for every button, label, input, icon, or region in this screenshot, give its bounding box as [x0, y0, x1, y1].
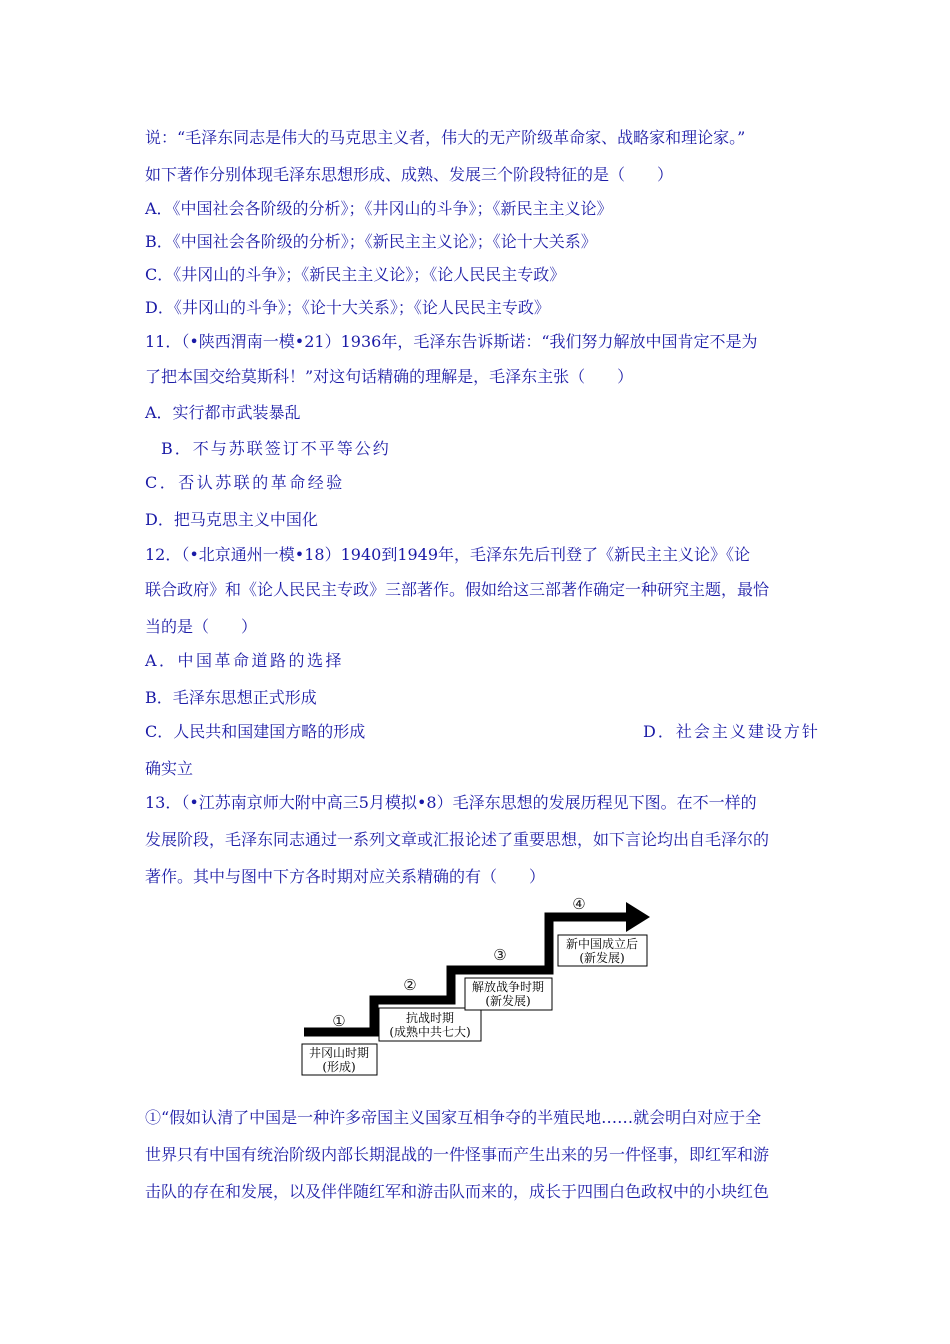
- staircase-diagram: [296, 892, 656, 1082]
- q13-quote-line3: 击队的存在和发展，以及伴伴随红军和游击队而来的，成长于四围白色政权中的小块红色: [145, 1182, 770, 1201]
- q13-quote-line1: ①“假如认清了中国是一种许多帝国主义国家互相争夺的半殖民地……就会明白对应于全: [145, 1108, 762, 1127]
- q11-stem-line2: 了把本国交给莫斯科！”对这句话精确的理解是，毛泽东主张（ ）: [145, 367, 634, 386]
- q13-quote-line2: 世界只有中国有统治阶级内部长期混战的一件怪事而产生出来的另一件怪事，即红军和游: [145, 1145, 770, 1164]
- q12-stem-line3: 当的是（ ）: [145, 617, 258, 636]
- step-1-number: ①: [332, 1012, 346, 1030]
- q13-stem-line3: 著作。其中与图中下方各时期对应关系精确的有（ ）: [145, 867, 546, 886]
- step-2-number: ②: [403, 976, 417, 994]
- step-3-number: ③: [493, 946, 507, 964]
- step-4-number: ④: [572, 895, 586, 913]
- step-3-label: 解放战争时期: [471, 980, 545, 994]
- q11-option-b: B．不与苏联签订不平等公约: [161, 439, 391, 458]
- q13-stem-line1: 13．（•江苏南京师大附中高三5月模拟•8）毛泽东思想的发展历程见下图。在不一样的: [145, 793, 757, 812]
- q12-stem-line1: 12．（•北京通州一模•18）1940到1949年，毛泽东先后刊登了《新民主主义论》《论: [145, 545, 751, 564]
- q10-stem-line1: 说：“毛泽东同志是伟大的马克思主义者，伟大的无产阶级革命家、战略家和理论家。”: [145, 128, 746, 147]
- q12-option-a: A．中国革命道路的选择: [145, 651, 345, 670]
- q10-stem-line2: 如下著作分别体现毛泽东思想形成、成熟、发展三个阶段特征的是（ ）: [145, 165, 674, 184]
- step-4-sublabel: (新发展): [579, 951, 625, 965]
- q11-option-d: D．把马克思主义中国化: [145, 510, 318, 529]
- q12-option-d: D．社会主义建设方针: [643, 722, 820, 741]
- q13-stem-line2: 发展阶段，毛泽东同志通过一系列文章或汇报论述了重要思想，如下言论均出自毛泽尔的: [145, 830, 770, 849]
- q10-option-b: B．《中国社会各阶级的分析》；《新民主主义论》；《论十大关系》: [145, 232, 597, 251]
- step-1-sublabel: (形成): [322, 1060, 356, 1074]
- q12-option-d-continuation: 确实立: [145, 759, 194, 778]
- q10-option-a: A．《中国社会各阶级的分析》；《井冈山的斗争》；《新民主主义论》: [145, 199, 613, 218]
- q10-option-c: C．《井冈山的斗争》；《新民主主义论》；《论人民民主专政》: [145, 265, 566, 284]
- step-4-label: 新中国成立后: [565, 937, 639, 951]
- q11-option-c: C．否认苏联的革命经验: [145, 473, 345, 492]
- q12-stem-line2: 联合政府》和《论人民民主专政》三部著作。假如给这三部著作确定一种研究主题，最恰: [145, 580, 770, 599]
- q11-option-a: A．实行都市武装暴乱: [145, 403, 301, 422]
- step-1-label: 井冈山时期: [308, 1046, 370, 1060]
- step-2-sublabel: (成熟中共七大): [389, 1025, 471, 1039]
- q11-stem-line1: 11．（•陕西渭南一模•21）1936年，毛泽东告诉斯诺：“我们努力解放中国肯定不是为: [145, 332, 758, 351]
- q12-option-b: B．毛泽东思想正式形成: [145, 688, 317, 707]
- q12-option-c: C．人民共和国建国方略的形成: [145, 722, 366, 741]
- q10-option-d: D．《井冈山的斗争》；《论十大关系》；《论人民民主专政》: [145, 298, 550, 317]
- step-2-label: 抗战时期: [405, 1011, 455, 1025]
- arrow-head: [626, 902, 650, 932]
- step-3-sublabel: (新发展): [485, 994, 531, 1008]
